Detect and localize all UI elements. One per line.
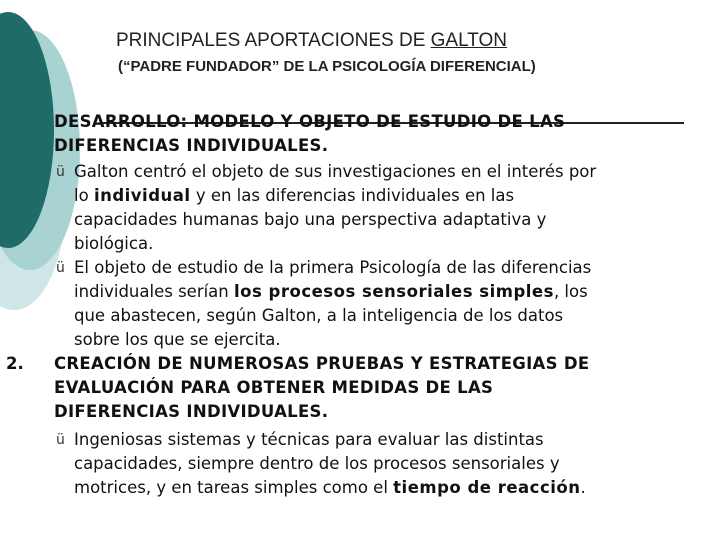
bullet-2-line1: El objeto de estudio de la primera Psicología de las diferencias xyxy=(74,258,592,277)
check-icon: ü xyxy=(56,432,65,448)
section-2-heading-line1: CREACIÓN DE NUMEROSAS PRUEBAS Y ESTRATEGIAS DE xyxy=(54,354,590,373)
bullet-2-line4: sobre los que se ejercita. xyxy=(74,330,281,349)
bullet-1-line2: lo individual y en las diferencias individuales en las xyxy=(74,186,515,205)
check-icon: ü xyxy=(56,164,65,180)
check-icon: ü xyxy=(56,260,65,276)
decorative-circles xyxy=(0,0,80,320)
section-1-heading-line1: DESARROLLO: MODELO Y OBJETO DE ESTUDIO DE LAS xyxy=(54,112,566,131)
title-galton-link: GALTON xyxy=(430,30,508,51)
slide-title xyxy=(116,30,676,52)
title-text: PRINCIPALES APORTACIONES DE xyxy=(116,30,431,51)
section-2-number: 2. xyxy=(6,354,24,373)
bullet-3-line3: motrices, y en tareas simples como el tiempo de reacción. xyxy=(74,478,586,497)
slide-subtitle: (“PADRE FUNDADOR” DE LA PSICOLOGÍA DIFERENCIAL) xyxy=(118,58,536,75)
bullet-1-line3: capacidades humanas bajo una perspectiva adaptativa y xyxy=(74,210,547,229)
bullet-1-line4: biológica. xyxy=(74,234,154,253)
bullet-2-line2: individuales serían los procesos sensoriales simples, los xyxy=(74,282,588,301)
bullet-3-line2: capacidades, siempre dentro de los procesos sensoriales y xyxy=(74,454,560,473)
bullet-3-line1: Ingeniosas sistemas y técnicas para evaluar las distintas xyxy=(74,430,544,449)
section-2-heading-line2: EVALUACIÓN PARA OBTENER MEDIDAS DE LAS xyxy=(54,378,494,397)
section-1-heading-line2: DIFERENCIAS INDIVIDUALES. xyxy=(54,136,329,155)
bullet-2-line3: que abastecen, según Galton, a la inteligencia de los datos xyxy=(74,306,564,325)
bullet-1-line1: Galton centró el objeto de sus investigaciones en el interés por xyxy=(74,162,597,181)
section-2-heading-line3: DIFERENCIAS INDIVIDUALES. xyxy=(54,402,329,421)
